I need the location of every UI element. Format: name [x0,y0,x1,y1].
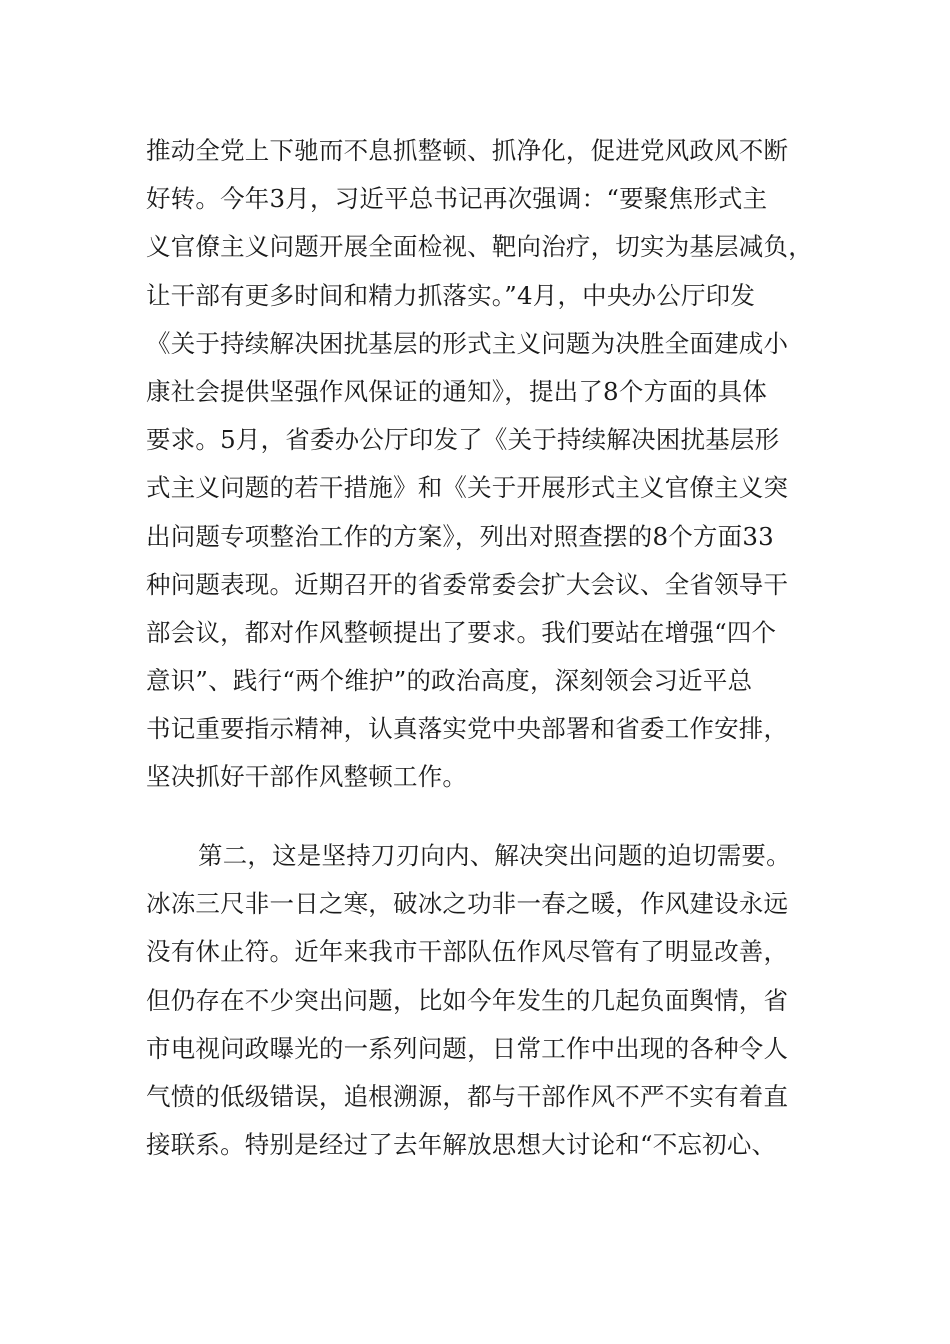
paragraph-line: 接联系。特别是经过了去年解放思想大讨论和“不忘初心、 [146,1130,777,1160]
paragraph-line: 出问题专项整治工作的方案》，列出对照查摆的8个方面33 [146,521,774,551]
paragraph-line: 部会议，都对作风整顿提出了要求。我们要站在增强“四个 [146,617,777,647]
paragraph-line: 气愤的低级错误，追根溯源，都与干部作风不严不实有着直 [146,1081,789,1111]
paragraph-line: 坚决抓好干部作风整顿工作。 [146,762,468,792]
paragraph-line: 没有休止符。近年来我市干部队伍作风尽管有了明显改善， [146,937,789,967]
paragraph-line: 义官僚主义问题开展全面检视、靶向治疗，切实为基层减负， [146,232,813,262]
paragraph-line: 好转。今年3月，习近平总书记再次强调：“要聚焦形式主 [146,184,768,214]
paragraph-1 [146,127,826,802]
paragraph-line: 冰冻三尺非一日之寒，破冰之功非一春之暖，作风建设永远 [146,889,789,919]
paragraph-line: 让干部有更多时间和精力抓落实。”4月，中央办公厅印发 [146,280,756,310]
paragraph-line: 种问题表现。近期召开的省委常委会扩大会议、全省领导干 [146,569,789,599]
paragraph-line: 意识”、践行“两个维护”的政治高度，深刻领会习近平总 [146,666,753,696]
paragraph-line: 但仍存在不少突出问题，比如今年发生的几起负面舆情，省 [146,985,789,1015]
paragraph-line: 康社会提供坚强作风保证的通知》，提出了8个方面的具体 [146,376,768,406]
paragraph-line: 书记重要指示精神，认真落实党中央部署和省委工作安排， [146,714,789,744]
paragraph-line: 第二，这是坚持刀刃向内、解决突出问题的迫切需要。 [198,841,791,870]
paragraph-line: 式主义问题的若干措施》和《关于开展形式主义官僚主义突 [146,473,789,503]
paragraph-line: 要求。5月，省委办公厅印发了《关于持续解决困扰基层形 [146,425,780,455]
paragraph-line: 市电视问政曝光的一系列问题，日常工作中出现的各种令人 [146,1033,789,1063]
paragraph-line: 《关于持续解决困扰基层的形式主义问题为决胜全面建成小 [146,328,789,358]
paragraph-line: 推动全党上下驰而不息抓整顿、抓净化，促进党风政风不断 [146,136,789,165]
paragraph-2 [146,832,826,1169]
